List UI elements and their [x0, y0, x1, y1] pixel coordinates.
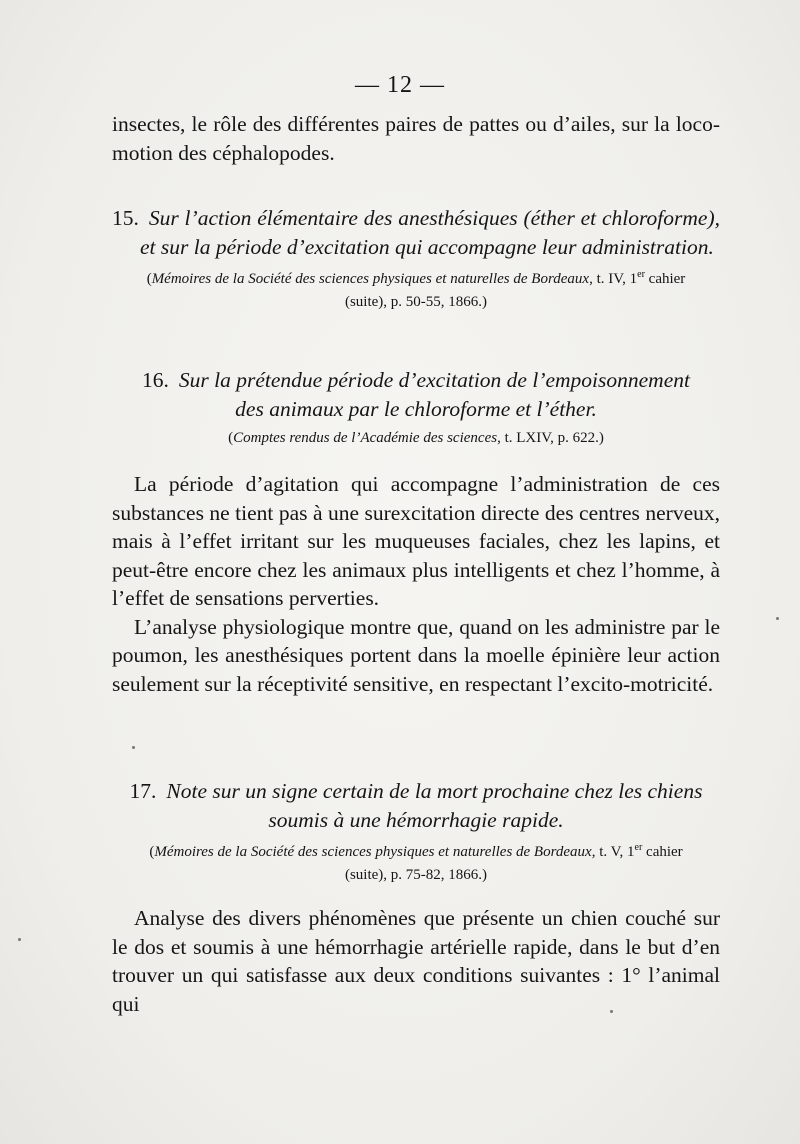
entry-15-number: 15. [112, 206, 139, 230]
entry-16-reference: (Comptes rendus de l’Académie des sciences, t. LXIV, p. 622.) [228, 430, 604, 446]
entry-15-ref-volume: , t. IV, 1 [589, 271, 638, 287]
entry-17-number: 17. [129, 779, 157, 803]
entry-17-title-line-2: soumis à une hémorrhagie rapide. [268, 808, 564, 832]
scan-speck [776, 617, 779, 620]
entry-17-ref-volume: , t. V, 1 [591, 844, 635, 860]
entry-17-reference-line-1: (Mémoires de la Société des sciences physiques et naturelles de Bordeaux, t. V, 1er cahier [149, 842, 683, 860]
entry-15-ref-cahier: cahier [644, 271, 686, 287]
entry-17 [112, 777, 720, 887]
page-number: — 12 — [355, 72, 445, 98]
entry-15-title-line-2: et sur la période d’excitation qui accompagne leur administration. [140, 235, 714, 259]
entry-17-ref-cahier: cahier [642, 844, 683, 860]
scan-speck [18, 938, 21, 941]
entry-16 [112, 366, 720, 450]
opening-paragraph [112, 110, 720, 167]
entry-17-body [112, 904, 720, 1018]
entry-17-reference-line-2: (suite), p. 75-82, 1866.) [344, 867, 488, 883]
entry-15-reference-line-1: (Mémoires de la Société des sciences physiques et naturelles de Bordeaux, t. IV, 1er cahier [146, 269, 686, 287]
entry-15-ref-journal: Mémoires de la Société des sciences physiques et naturelles de Bordeaux [151, 271, 590, 287]
entry-16-ref-rest: , t. LXIV, p. 622.) [497, 430, 604, 446]
entry-15 [112, 204, 720, 314]
entry-15-title-text-1: Sur l’action élémentaire des anesthésiques (éther et chloroforme), [148, 206, 720, 230]
entry-16-ref-journal: Comptes rendus de l’Académie des sciences [233, 430, 498, 446]
entry-16-title-text-1: Sur la prétendue période d’excitation de l’empoisonnement [178, 368, 690, 392]
entry-15-reference-line-2: (suite), p. 50-55, 1866.) [344, 294, 488, 310]
entry-17-title-text-1: Note sur un signe certain de la mort prochaine chez les chiens [166, 779, 703, 803]
entry-16-title-line-2: des animaux par le chloroforme et l’éther. [235, 397, 597, 421]
entry-16-title-line-1 [112, 366, 720, 395]
entry-15-title-line-1 [112, 204, 720, 233]
opening-line-1: insectes, le rôle des différentes paires de pattes ou d’ailes, sur la loco- [112, 112, 720, 136]
entry-17-ref-sup: er [634, 842, 643, 853]
scan-speck [610, 1010, 613, 1013]
entry-17-title-line-1 [112, 777, 720, 806]
opening-line-2: motion des céphalopodes. [112, 140, 335, 165]
entry-17-ref-journal: Mémoires de la Société des sciences physiques et naturelles de Bordeaux [154, 844, 592, 860]
entry-16-number: 16. [142, 368, 169, 392]
entry-15-ref-sup: er [637, 269, 645, 280]
scan-speck [132, 746, 135, 749]
entry-16-paragraph-1: La période d’agitation qui accompagne l’administration de ces substances ne tient pas à une surexcitation directe des centres nerveux, mais à l’effet irritant sur les muqueuses faciales, chez les lapins, et peut-être encore chez les animaux plus intelligents et chez l’homme, à l’effet de sensations perverties. [112, 472, 720, 610]
entry-16-paragraph-2: L’analyse physiologique montre que, quand on les administre par le poumon, les anesthésiques portent dans la moelle épinière leur action seulement sur la réceptivité sensitive, en respectant l’excito-motricité. [112, 614, 720, 696]
entry-17-paragraph-1: Analyse des divers phénomènes que présente un chien couché sur le dos et soumis à une hémorrhagie artérielle rapide, dans le but d’en trouver un qui satisfasse aux deux conditions suivantes : 1° l’animal qui [112, 906, 720, 1016]
entry-16-body [112, 470, 720, 698]
